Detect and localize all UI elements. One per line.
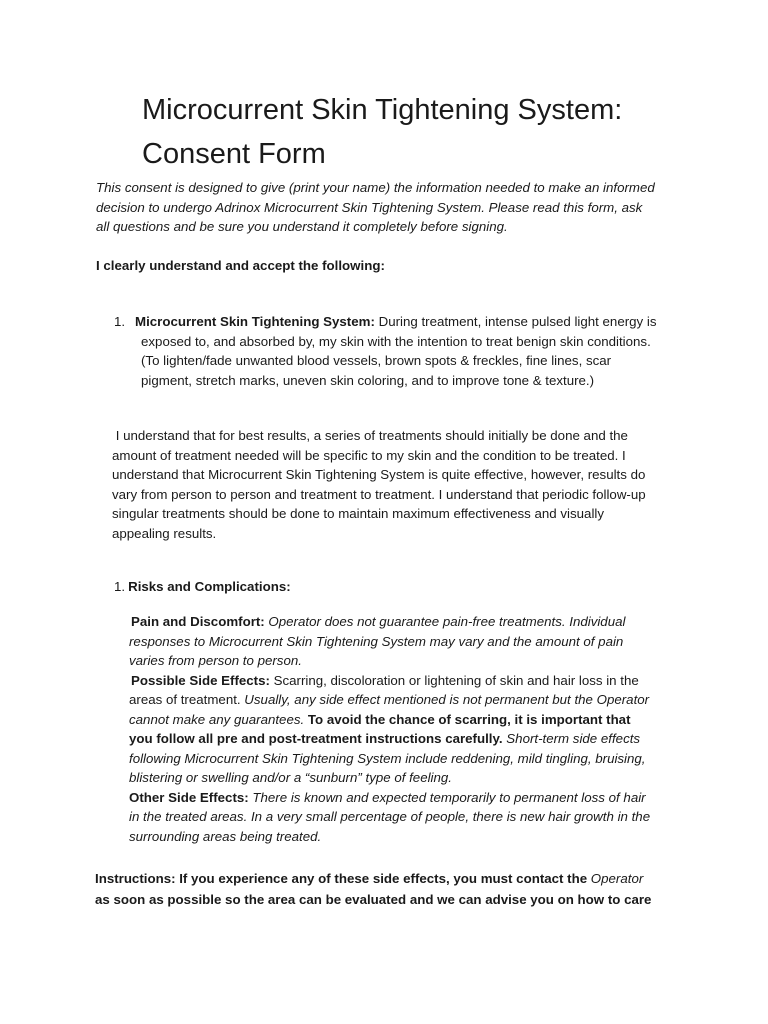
paragraph-line: singular treatments should be done to maintain maximum effectiveness and visually [112,506,604,521]
paragraph-line: amount of treatment needed will be specific to my skin and the condition to be treated. I [112,447,626,463]
pain-label: Pain and Discomfort: [131,614,265,629]
item-text: During treatment, intense pulsed light energy is [374,314,657,329]
risk-text: Usually, any side effect mentioned is not permanent but the Operator [244,692,650,707]
risk-line: blistering or swelling and/or a “sunburn” type of feeling. [129,770,452,785]
title-line-2: Consent Form [142,138,326,170]
risk-line: varies from person to person. [129,653,302,668]
risk-text: To avoid the chance of scarring, it is important that [307,711,631,727]
page-title [142,88,742,176]
side-effects-label: Possible Side Effects: [131,672,270,688]
risk-text: you follow all pre and post-treatment instructions carefully. [129,731,503,746]
risk-line [129,788,729,808]
item-label: Microcurrent Skin Tightening System: [135,314,375,329]
risk-line [129,612,729,632]
item-number: 1. [114,579,126,594]
instructions-paragraph [95,868,715,910]
intro-paragraph [96,178,696,237]
item-number: 1. [114,314,126,329]
risk-line [129,690,729,710]
instructions-line [95,868,715,889]
risk-line [129,710,729,730]
instructions-text: Instructions: If you experience any of these side effects, you must contact the [95,871,591,886]
paragraph-line: vary from person to person and treatment to treatment. I understand that periodic follow-up [112,486,646,502]
instructions-operator: Operator [590,871,644,886]
paragraph-line: appealing results. [112,525,217,541]
risk-text: There is known and expected temporarily to permanent loss of hair [248,789,646,805]
intro-line: all questions and be sure you understand it completely before signing. [96,219,508,234]
risk-line: following Microcurrent Skin Tightening System include reddening, mild tingling, bruising, [129,750,646,766]
instructions-line: as soon as possible so the area can be evaluated and we can advise you on how to care [95,892,652,907]
intro-line: decision to undergo Adrinox Microcurrent Skin Tightening System. Please read this form, ask [96,199,643,215]
results-paragraph [112,426,712,543]
item-label: Risks and Complications: [128,579,291,594]
intro-line: This consent is designed to give (print your name) the information needed to make an informed [96,180,655,195]
accept-heading: I clearly understand and accept the following: [96,258,385,273]
risk-text: Scarring, discoloration or lightening of skin and hair loss in the [269,672,639,688]
risk-line: surrounding areas being treated. [129,828,322,844]
item-line: (To lighten/fade unwanted blood vessels, brown spots & freckles, fine lines, scar [141,353,612,368]
risk-text: cannot make any guarantees. [129,711,308,727]
other-effects-label: Other Side Effects: [129,789,249,805]
paragraph-line: understand that Microcurrent Skin Tightening System is quite effective, however, results do [112,467,646,482]
item-body [135,312,657,390]
item-line: exposed to, and absorbed by, my skin with the intention to treat benign skin conditions. [141,333,651,349]
risk-line: responses to Microcurrent Skin Tightening System may vary and the amount of pain [129,633,624,649]
risk-text: areas of treatment. [129,692,245,707]
risk-line [129,729,729,749]
item-line: pigment, stretch marks, uneven skin coloring, and to improve tone & texture.) [141,372,595,388]
title-line-1: Microcurrent Skin Tightening System: [142,94,623,126]
risks-section [129,612,729,846]
risk-line: in the treated areas. In a very small percentage of people, there is new hair growth in the [129,809,651,824]
numbered-item-risks [114,577,291,597]
item-line [135,312,657,332]
risk-line [129,671,729,691]
risk-text: Short-term side effects [502,731,641,746]
risk-text: Operator does not guarantee pain-free treatments. Individual [264,614,626,629]
paragraph-line: I understand that for best results, a series of treatments should initially be done and the [112,428,628,443]
